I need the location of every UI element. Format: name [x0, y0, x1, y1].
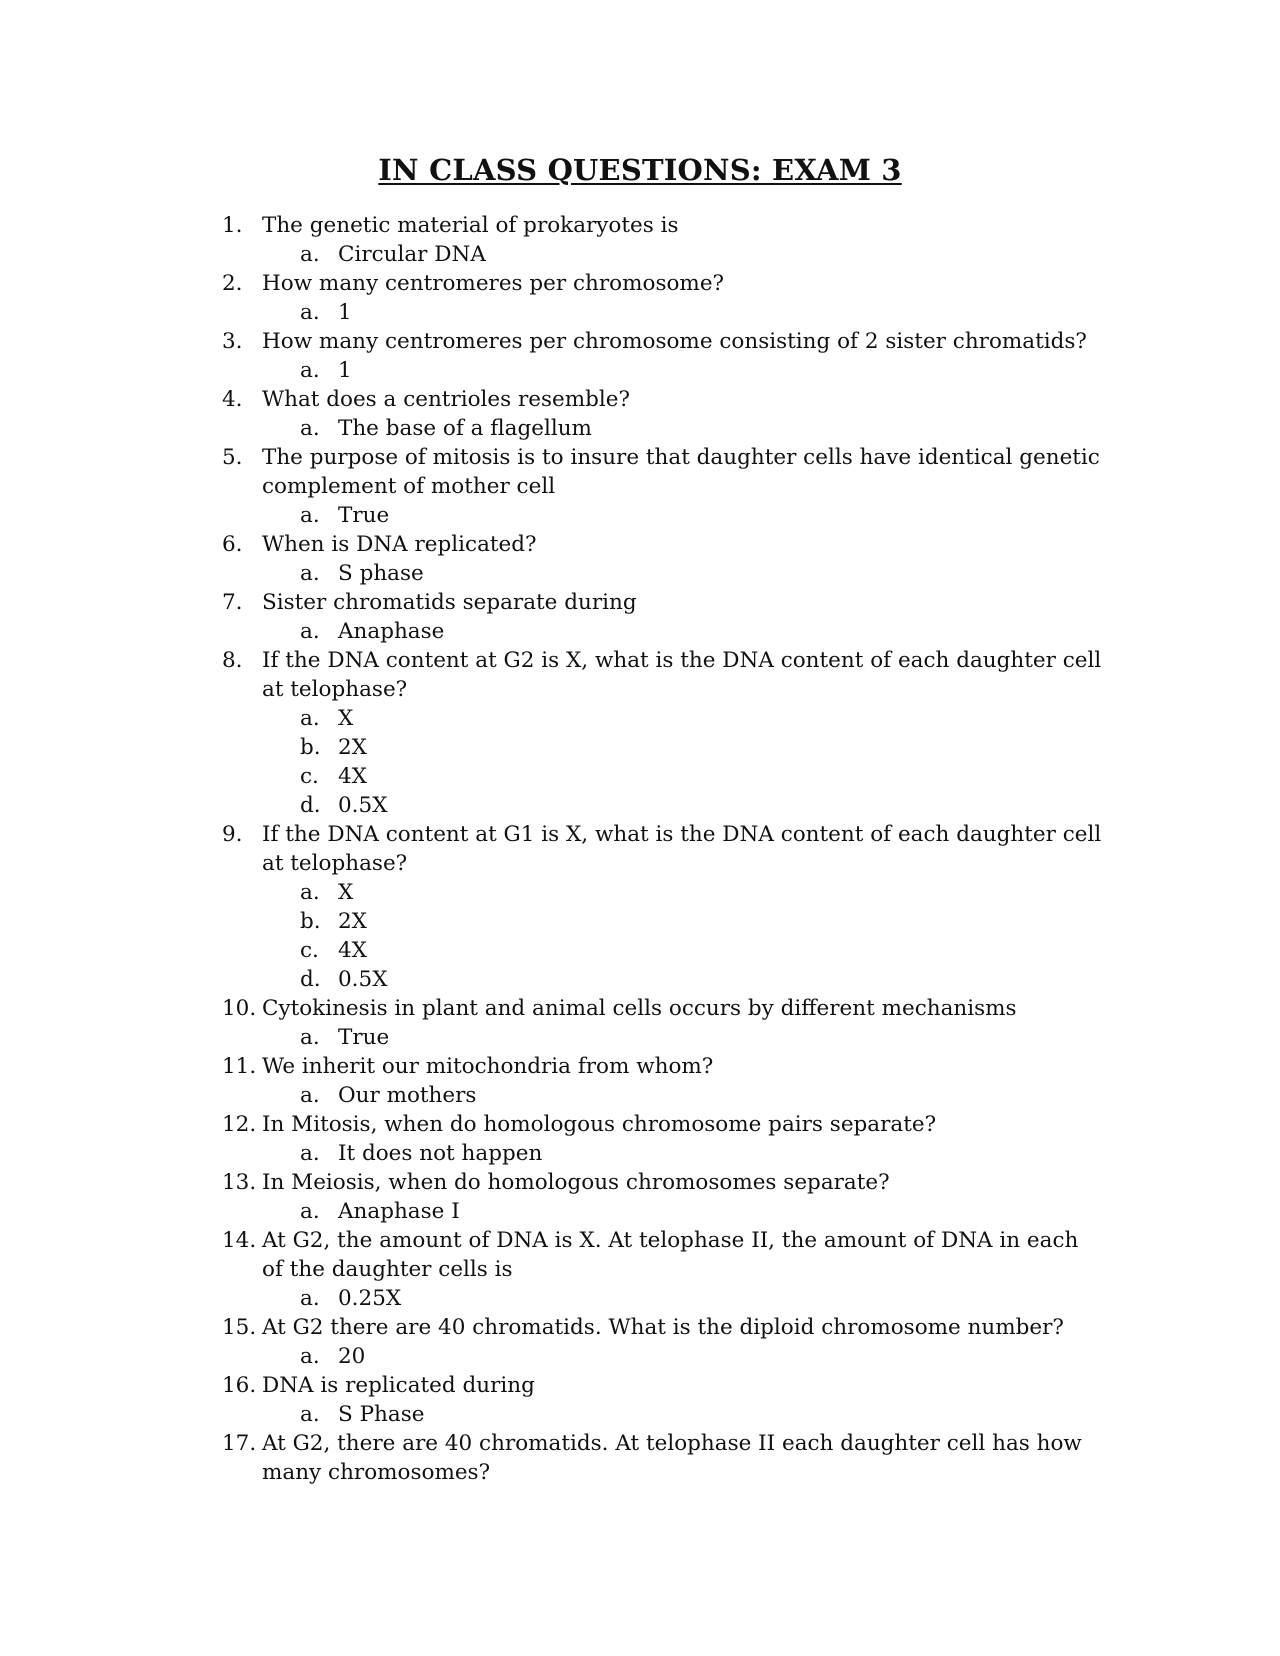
question-number: 1.	[222, 213, 243, 238]
question-number: 16.	[222, 1373, 257, 1398]
question-number: 4.	[222, 387, 243, 412]
question-item	[222, 1371, 1102, 1429]
question-item	[222, 1110, 1102, 1168]
answer-text: Anaphase I	[338, 1199, 460, 1224]
question-item	[222, 385, 1102, 443]
question-item	[222, 530, 1102, 588]
answer-list	[262, 1400, 1102, 1429]
answer-text: Our mothers	[338, 1083, 477, 1108]
question-number: 9.	[222, 822, 243, 847]
answer-list	[262, 414, 1102, 443]
answer-letter: a.	[300, 242, 320, 267]
answer-letter: d.	[300, 793, 321, 818]
question-text: When is DNA replicated?	[262, 532, 537, 557]
answer-text: 4X	[338, 938, 367, 963]
answer-item	[300, 907, 1102, 936]
question-item	[222, 1313, 1102, 1371]
answer-letter: d.	[300, 967, 321, 992]
question-text: The genetic material of prokaryotes is	[262, 213, 679, 238]
answer-letter: b.	[300, 909, 321, 934]
answer-item	[300, 965, 1102, 994]
question-item	[222, 588, 1102, 646]
answer-text: 0.5X	[338, 967, 388, 992]
answer-item	[300, 733, 1102, 762]
answer-text: Circular DNA	[338, 242, 486, 267]
answer-text: It does not happen	[338, 1141, 543, 1166]
answer-text: 2X	[338, 735, 367, 760]
answer-letter: a.	[300, 503, 320, 528]
answer-letter: a.	[300, 416, 320, 441]
answer-item	[300, 791, 1102, 820]
answer-list	[262, 1023, 1102, 1052]
answer-letter: b.	[300, 735, 321, 760]
answer-letter: a.	[300, 706, 320, 731]
question-number: 11.	[222, 1054, 257, 1079]
answer-list	[262, 1284, 1102, 1313]
question-number: 3.	[222, 329, 243, 354]
question-item	[222, 1226, 1102, 1313]
question-item	[222, 1052, 1102, 1110]
answer-letter: c.	[300, 938, 319, 963]
answer-item	[300, 559, 1102, 588]
answer-list	[262, 559, 1102, 588]
answer-list	[262, 617, 1102, 646]
answer-letter: a.	[300, 1402, 320, 1427]
answer-letter: a.	[300, 619, 320, 644]
answer-item	[300, 936, 1102, 965]
answer-text: 20	[338, 1344, 366, 1369]
answer-item	[300, 240, 1102, 269]
answer-item	[300, 704, 1102, 733]
answer-list	[262, 501, 1102, 530]
question-item	[222, 820, 1102, 994]
question-item	[222, 994, 1102, 1052]
answer-text: 0.5X	[338, 793, 388, 818]
answer-letter: a.	[300, 1199, 320, 1224]
question-text: At G2, the amount of DNA is X. At telophase II, the amount of DNA in each of the daughter cells is	[262, 1228, 1079, 1282]
question-number: 14.	[222, 1228, 257, 1253]
answer-list	[262, 1081, 1102, 1110]
answer-item	[300, 414, 1102, 443]
answer-text: True	[338, 503, 390, 528]
answer-letter: a.	[300, 1286, 320, 1311]
answer-letter: c.	[300, 764, 319, 789]
question-number: 10.	[222, 996, 257, 1021]
question-text: At G2 there are 40 chromatids. What is the diploid chromosome number?	[262, 1315, 1064, 1340]
answer-letter: a.	[300, 1141, 320, 1166]
question-item	[222, 211, 1102, 269]
question-text: How many centromeres per chromosome consisting of 2 sister chromatids?	[262, 329, 1087, 354]
answer-text: 1	[338, 300, 352, 325]
answer-letter: a.	[300, 1025, 320, 1050]
question-number: 2.	[222, 271, 243, 296]
answer-letter: a.	[300, 561, 320, 586]
answer-text: The base of a flagellum	[338, 416, 592, 441]
answer-text: Anaphase	[338, 619, 445, 644]
answer-item	[300, 1284, 1102, 1313]
question-text: Cytokinesis in plant and animal cells occurs by different mechanisms	[262, 996, 1017, 1021]
question-item	[222, 1168, 1102, 1226]
question-item	[222, 443, 1102, 530]
answer-letter: a.	[300, 1344, 320, 1369]
answer-item	[300, 1197, 1102, 1226]
question-text: In Meiosis, when do homologous chromosomes separate?	[262, 1170, 890, 1195]
question-number: 17.	[222, 1431, 257, 1456]
question-list	[222, 211, 1102, 1487]
question-number: 15.	[222, 1315, 257, 1340]
question-number: 12.	[222, 1112, 257, 1137]
answer-item	[300, 878, 1102, 907]
question-text: DNA is replicated during	[262, 1373, 535, 1398]
answer-item	[300, 1081, 1102, 1110]
answer-item	[300, 298, 1102, 327]
answer-item	[300, 617, 1102, 646]
question-item	[222, 269, 1102, 327]
answer-item	[300, 356, 1102, 385]
question-number: 6.	[222, 532, 243, 557]
question-text: We inherit our mitochondria from whom?	[262, 1054, 714, 1079]
answer-list	[262, 240, 1102, 269]
answer-text: 1	[338, 358, 352, 383]
question-text: What does a centrioles resemble?	[262, 387, 631, 412]
answer-text: 0.25X	[338, 1286, 402, 1311]
answer-item	[300, 501, 1102, 530]
question-number: 5.	[222, 445, 243, 470]
answer-text: X	[338, 880, 354, 905]
question-item	[222, 327, 1102, 385]
answer-item	[300, 1139, 1102, 1168]
answer-text: True	[338, 1025, 390, 1050]
answer-list	[262, 878, 1102, 994]
answer-text: S Phase	[338, 1402, 425, 1427]
answer-item	[300, 1342, 1102, 1371]
question-text: In Mitosis, when do homologous chromosome pairs separate?	[262, 1112, 937, 1137]
answer-list	[262, 1139, 1102, 1168]
question-text: Sister chromatids separate during	[262, 590, 637, 615]
answer-item	[300, 762, 1102, 791]
answer-text: 2X	[338, 909, 367, 934]
answer-text: X	[338, 706, 354, 731]
answer-letter: a.	[300, 880, 320, 905]
answer-list	[262, 356, 1102, 385]
answer-text: S phase	[338, 561, 424, 586]
answer-list	[262, 298, 1102, 327]
question-text: The purpose of mitosis is to insure that daughter cells have identical genetic complement of mother cell	[262, 445, 1100, 499]
answer-text: 4X	[338, 764, 367, 789]
answer-list	[262, 1197, 1102, 1226]
question-item	[222, 1429, 1102, 1487]
question-number: 7.	[222, 590, 243, 615]
question-text: At G2, there are 40 chromatids. At telophase II each daughter cell has how many chromosomes?	[262, 1431, 1082, 1485]
answer-letter: a.	[300, 300, 320, 325]
answer-list	[262, 704, 1102, 820]
question-number: 8.	[222, 648, 243, 673]
question-text: How many centromeres per chromosome?	[262, 271, 725, 296]
answer-letter: a.	[300, 358, 320, 383]
answer-list	[262, 1342, 1102, 1371]
question-number: 13.	[222, 1170, 257, 1195]
answer-letter: a.	[300, 1083, 320, 1108]
answer-item	[300, 1023, 1102, 1052]
question-text: If the DNA content at G2 is X, what is the DNA content of each daughter cell at telophase?	[262, 648, 1102, 702]
page-title: IN CLASS QUESTIONS: EXAM 3	[378, 153, 902, 187]
question-item	[222, 646, 1102, 820]
answer-item	[300, 1400, 1102, 1429]
question-text: If the DNA content at G1 is X, what is the DNA content of each daughter cell at telophase?	[262, 822, 1102, 876]
